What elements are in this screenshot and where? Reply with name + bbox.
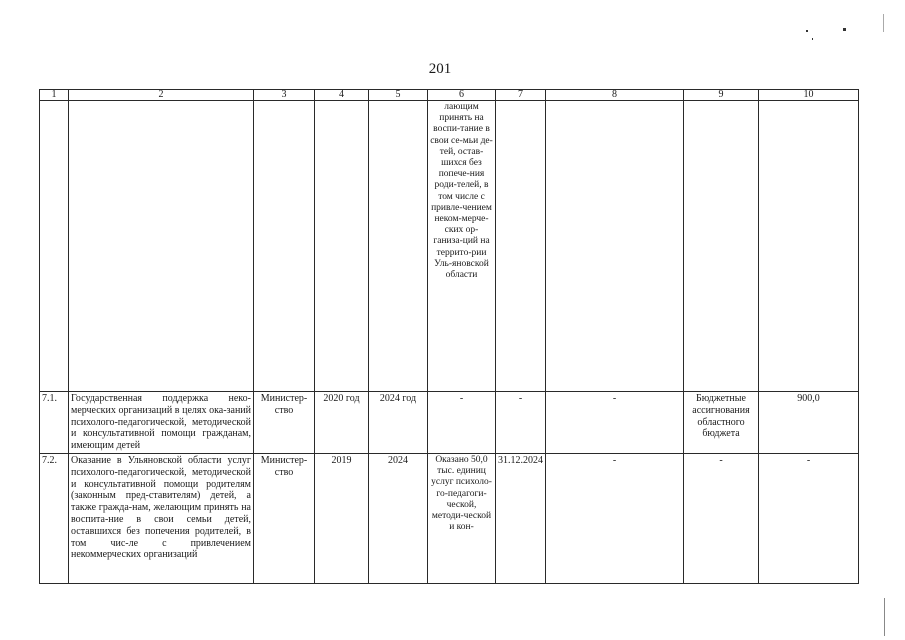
header-col-2: 2 xyxy=(69,90,254,101)
funding-source: Бюджетные ассигнования областного бюджета xyxy=(684,392,759,454)
scan-edge-mark xyxy=(883,14,884,32)
executor: Министер-ство xyxy=(254,453,315,583)
table-row-continuation xyxy=(40,101,859,392)
header-col-6: 6 xyxy=(428,90,496,101)
header-col-7: 7 xyxy=(496,90,546,101)
funding-amount: - xyxy=(759,453,859,583)
scan-speck xyxy=(843,28,846,31)
header-col-8: 8 xyxy=(546,90,684,101)
deadline: 31.12.2024 xyxy=(496,453,546,583)
header-col-1: 1 xyxy=(40,90,69,101)
row-number: 7.2. xyxy=(40,453,69,583)
table-header-row xyxy=(40,90,859,101)
measures-table xyxy=(39,89,859,584)
scan-speck xyxy=(806,30,808,32)
indicator: - xyxy=(428,392,496,454)
end-year: 2024 xyxy=(369,453,428,583)
page-number: 201 xyxy=(428,61,452,77)
start-year: 2019 xyxy=(315,453,369,583)
header-col-5: 5 xyxy=(369,90,428,101)
row-number: 7.1. xyxy=(40,392,69,454)
table-row xyxy=(40,392,859,454)
col8-value: - xyxy=(546,392,684,454)
executor: Министер-ство xyxy=(254,392,315,454)
scan-speck xyxy=(812,38,813,40)
table-row xyxy=(40,453,859,583)
end-year: 2024 год xyxy=(369,392,428,454)
measure-name: Оказание в Ульяновской области услуг психолого-педагогической, методической и консультативной помощи родителям (законным пред-ставителям) детей, а также гражда-нам, желающим принять на воспита-ние в свои семьи детей, оставшихся без попечения родителей, в том чис-ле с привлечением некоммерческих организаций xyxy=(69,453,254,583)
indicator-continuation: лающим принять на воспи-тание в свои се-мьи де-тей, остав-шихся без попече-ния роди-телей, в том числе с привле-чением неком-мерче-ских ор-ганиза-ций на террито-рии Уль-яновской области xyxy=(428,101,496,392)
scan-edge-mark xyxy=(884,598,885,636)
start-year: 2020 год xyxy=(315,392,369,454)
indicator: Оказано 50,0 тыс. единиц услуг психоло-го-педагоги-ческой, методи-ческой и кон- xyxy=(428,453,496,583)
deadline: - xyxy=(496,392,546,454)
header-col-3: 3 xyxy=(254,90,315,101)
header-col-4: 4 xyxy=(315,90,369,101)
measure-name: Государственная поддержка неко-мерческих организаций в целях ока-заний психолого-педагогической, методической и консультативной помощи гражданам, имеющим детей xyxy=(69,392,254,454)
funding-amount: 900,0 xyxy=(759,392,859,454)
funding-source: - xyxy=(684,453,759,583)
header-col-9: 9 xyxy=(684,90,759,101)
header-col-10: 10 xyxy=(759,90,859,101)
col8-value: - xyxy=(546,453,684,583)
